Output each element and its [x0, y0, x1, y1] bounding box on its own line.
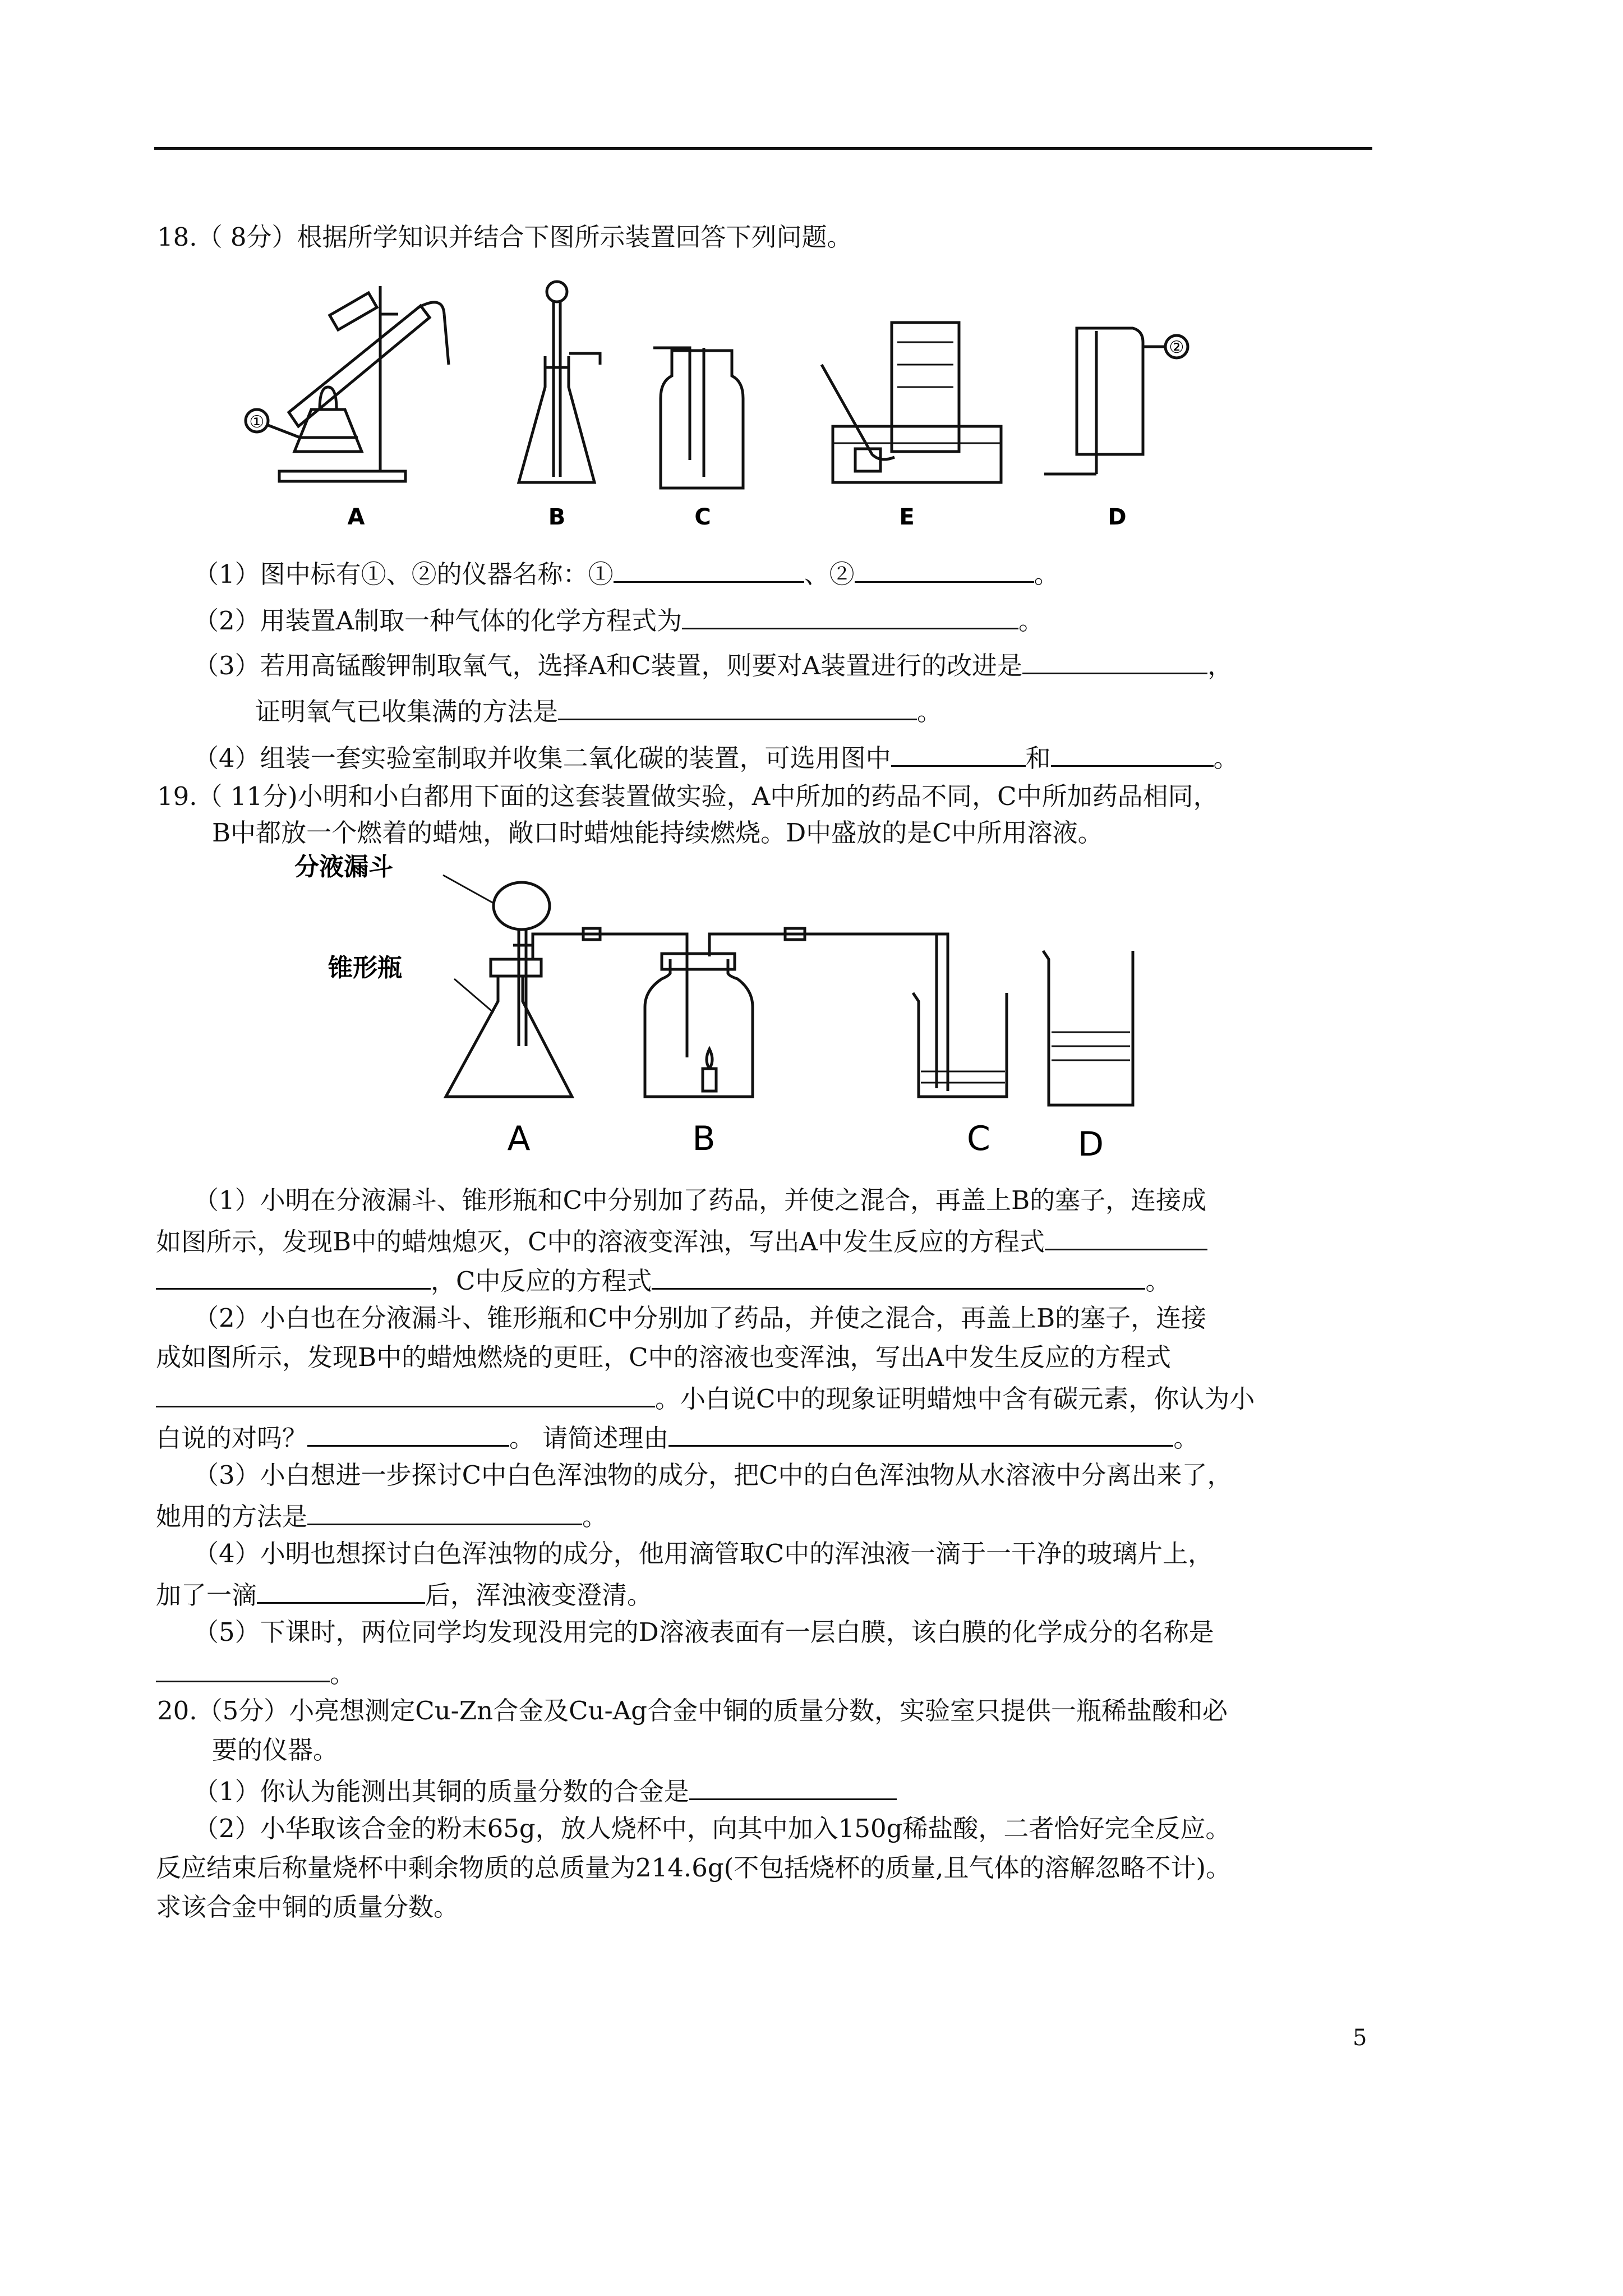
label-d: D	[1108, 504, 1127, 530]
q20-title-line1: 20.（5分）小亮想测定Cu-Zn合金及Cu-Ag合金中铜的质量分数，实验室只提供一瓶稀盐酸和必	[157, 1696, 1228, 1726]
q18-part2: （2）用装置A制取一种气体的化学方程式为 。	[193, 602, 1044, 638]
label-b: B	[548, 504, 566, 530]
q18-part3: （3）若用高锰酸钾制取氧气，选择A和C装置，则要对A装置进行的改进是 ，	[193, 647, 1233, 683]
q20-part2-line2: 反应结束后称量烧杯中剩余物质的总质量为214.6g(不包括烧杯的质量,且气体的溶解忽略不计)。	[156, 1853, 1232, 1883]
q19-part4-line1: （4）小明也想探讨白色浑浊物的成分，他用滴管取C中的浑浊液一滴于一干净的玻璃片上，	[193, 1539, 1214, 1568]
q18-apparatus-figure	[236, 269, 1200, 539]
q19-part2-line3: 。小白说C中的现象证明蜡烛中含有碳元素，你认为小	[156, 1380, 1255, 1416]
header-rule	[154, 147, 1372, 150]
apparatus-a	[246, 286, 449, 481]
funnel-label: 分液漏斗	[294, 853, 393, 881]
q19-part3-line1: （3）小白想进一步探讨C中白色浑浊物的成分，把C中的白色浑浊物从水溶液中分离出来了，	[193, 1460, 1233, 1490]
q19-part4-line2: 加了一滴 后，浑浊液变澄清。	[156, 1576, 652, 1612]
flask-label: 锥形瓶	[328, 954, 402, 982]
q19-part2-line2: 成如图所示，发现B中的蜡烛燃烧的更旺，C中的溶液也变浑浊，写出A中发生反应的方程式	[156, 1342, 1172, 1372]
apparatus-d	[1044, 328, 1188, 474]
q19-apparatus-figure	[292, 844, 1301, 1158]
apparatus-c	[653, 348, 743, 488]
q19-part1-line1: （1）小明在分液漏斗、锥形瓶和C中分别加了药品，并使之混合，再盖上B的塞子，连接成	[193, 1185, 1207, 1215]
q19-title-line2: B中都放一个燃着的蜡烛，敞口时蜡烛能持续燃烧。D中盛放的是C中所用溶液。	[212, 818, 1103, 848]
label-d: D	[1077, 1125, 1104, 1158]
label-c: C	[694, 504, 711, 530]
q19-part1-line2: 如图所示，发现B中的蜡烛熄灭，C中的溶液变浑浊，写出A中发生反应的方程式	[156, 1223, 1207, 1259]
page-number: 5	[1353, 2025, 1367, 2051]
q18-part3-cont: 证明氧气已收集满的方法是 。	[255, 693, 942, 729]
label-e: E	[899, 504, 915, 530]
q19-part2-line1: （2）小白也在分液漏斗、锥形瓶和C中分别加了药品，并使之混合，再盖上B的塞子，连接	[193, 1303, 1207, 1333]
q19-title-line1: 19.（ 11分)小明和小白都用下面的这套装置做实验，A中所加的药品不同，C中所加药品相同，	[157, 781, 1219, 811]
mark-2: ②	[1169, 338, 1184, 357]
q19-part1-line3: ，C中反应的方程式 。	[156, 1262, 1170, 1298]
q18-part4: （4）组装一套实验室制取并收集二氧化碳的装置，可选用图中 和 。	[193, 739, 1239, 775]
q19-part2-line4: 白说的对吗？ 。 请简述理由 。	[156, 1419, 1198, 1455]
apparatus-b	[519, 282, 600, 482]
mark-1: ①	[249, 412, 265, 432]
label-c: C	[967, 1119, 990, 1158]
q19-part5-line2: 。	[156, 1655, 355, 1691]
q20-title-line2: 要的仪器。	[212, 1735, 339, 1765]
q19-part5-line1: （5）下课时，两位同学均发现没用完的D溶液表面有一层白膜，该白膜的化学成分的名称是	[193, 1617, 1214, 1647]
q18-title: 18.（ 8分）根据所学知识并结合下图所示装置回答下列问题。	[157, 222, 852, 252]
apparatus-e	[822, 323, 1001, 482]
q18-part1: （1）图中标有①、②的仪器名称：① 、② 。	[193, 555, 1059, 591]
q19-part3-line2: 她用的方法是 。	[156, 1498, 607, 1534]
q20-part2-line3: 求该合金中铜的质量分数。	[156, 1892, 459, 1922]
label-a: A	[507, 1119, 531, 1158]
label-a: A	[347, 504, 365, 530]
q20-part1: （1）你认为能测出其铜的质量分数的合金是	[193, 1773, 897, 1809]
label-b: B	[692, 1119, 716, 1158]
q20-part2-line1: （2）小华取该合金的粉末65g，放人烧杯中，向其中加入150g稀盐酸，二者恰好完全反应。	[193, 1814, 1231, 1843]
